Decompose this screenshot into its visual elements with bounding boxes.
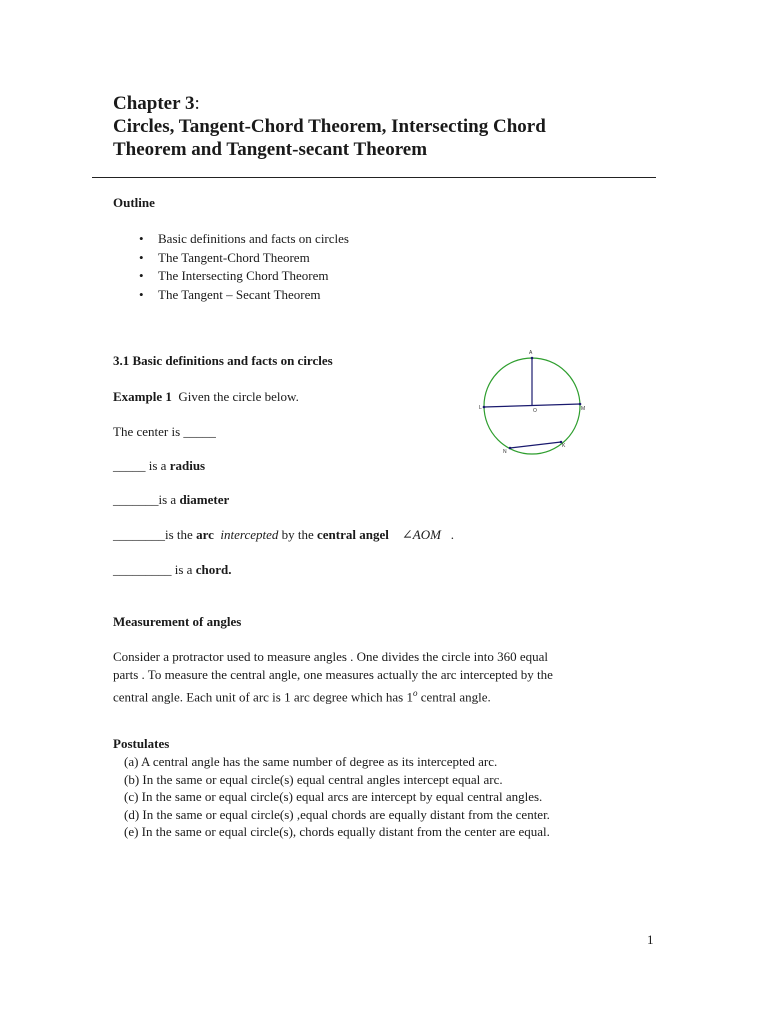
diameter-word: diameter bbox=[179, 492, 230, 507]
circle-figure bbox=[470, 345, 600, 460]
arc-intercepted: intercepted bbox=[220, 527, 279, 542]
chord-segment-NK bbox=[510, 442, 561, 448]
arc-line bbox=[113, 527, 454, 543]
point-L bbox=[483, 406, 486, 409]
outline-list bbox=[139, 230, 349, 304]
postulate-item: (c) In the same or equal circle(s) equal arcs are intercept by equal central angles. bbox=[124, 789, 543, 804]
postulate-item: (d) In the same or equal circle(s) ,equal chords are equally distant from the center. bbox=[124, 806, 550, 822]
arc-by: by the bbox=[278, 527, 318, 542]
arc-period: . bbox=[450, 527, 454, 542]
outline-item: • The Tangent-Chord Theorem bbox=[139, 249, 349, 268]
chord-line bbox=[113, 562, 231, 578]
outline-item: • The Intersecting Chord Theorem bbox=[139, 267, 349, 286]
point-N bbox=[509, 447, 512, 450]
chapter-subtitle-line1: Circles, Tangent-Chord Theorem, Intersecting Chord bbox=[113, 116, 546, 137]
chord-word: chord. bbox=[195, 562, 232, 577]
point-A bbox=[531, 357, 534, 360]
chapter-title bbox=[113, 92, 200, 115]
measurement-line3 bbox=[113, 684, 553, 706]
outline-item: • Basic definitions and facts on circles bbox=[139, 230, 349, 249]
diameter-is: is a bbox=[158, 492, 180, 507]
measurement-heading: Measurement of angles bbox=[113, 614, 242, 629]
arc-blank: ________ bbox=[113, 527, 165, 542]
title-divider bbox=[92, 177, 656, 178]
measurement-line3-b: central angle. bbox=[417, 689, 491, 705]
postulate-item: (e) In the same or equal circle(s), chords equally distant from the center are equal. bbox=[124, 824, 550, 839]
postulate-item: (b) In the same or equal circle(s) equal central angles intercept equal arc. bbox=[124, 771, 503, 787]
example-text: Given the circle below. bbox=[178, 389, 299, 404]
chapter-label: Chapter 3 bbox=[113, 93, 195, 114]
postulates-list bbox=[124, 753, 550, 841]
chord-is: is a bbox=[171, 562, 196, 577]
postulates-heading: Postulates bbox=[113, 736, 170, 751]
postulate-item: (a) A central angle has the same number of degree as its intercepted arc. bbox=[124, 754, 498, 769]
label-N: N bbox=[503, 449, 507, 455]
measurement-line1: Consider a protractor used to measure angles . One divides the circle into 360 equal bbox=[113, 649, 549, 664]
point-M bbox=[579, 403, 582, 406]
radius-word: radius bbox=[169, 458, 206, 473]
section-heading: 3.1 Basic definitions and facts on circles bbox=[113, 353, 333, 368]
diameter-blank: _______ bbox=[113, 492, 159, 507]
chapter-subtitle-line2: Theorem and Tangent-secant Theorem bbox=[113, 139, 428, 160]
chapter-colon: : bbox=[194, 93, 200, 114]
measurement-line3-a: central angle. Each unit of arc is 1 arc degree which has 1 bbox=[113, 689, 413, 705]
arc-central: central angel bbox=[317, 527, 389, 542]
label-M: M bbox=[581, 406, 586, 412]
arc-is: is the bbox=[165, 527, 197, 542]
outline-heading: Outline bbox=[113, 195, 155, 210]
degree-mark: o bbox=[412, 688, 418, 698]
diameter-line bbox=[113, 492, 229, 508]
label-O: O bbox=[533, 408, 537, 414]
center-line: The center is _____ bbox=[113, 424, 216, 439]
chord-blank: _________ bbox=[113, 562, 172, 577]
angle-name: AOM bbox=[412, 527, 441, 542]
label-A: A bbox=[529, 350, 533, 356]
page-number: 1 bbox=[647, 932, 654, 947]
radius-blank: _____ bbox=[113, 458, 146, 473]
angle-symbol: ∠ bbox=[401, 527, 413, 542]
radius-is: is a bbox=[145, 458, 170, 473]
arc-word: arc bbox=[196, 527, 214, 542]
example-line bbox=[113, 389, 299, 405]
label-K: K bbox=[562, 443, 566, 449]
measurement-paragraph bbox=[113, 648, 553, 706]
measurement-line2: parts . To measure the central angle, one measures actually the arc intercepted by the bbox=[113, 667, 553, 682]
example-label: Example 1 bbox=[113, 389, 172, 404]
outline-item: • The Tangent – Secant Theorem bbox=[139, 286, 349, 305]
label-L: L bbox=[479, 405, 482, 411]
radius-line bbox=[113, 458, 205, 474]
